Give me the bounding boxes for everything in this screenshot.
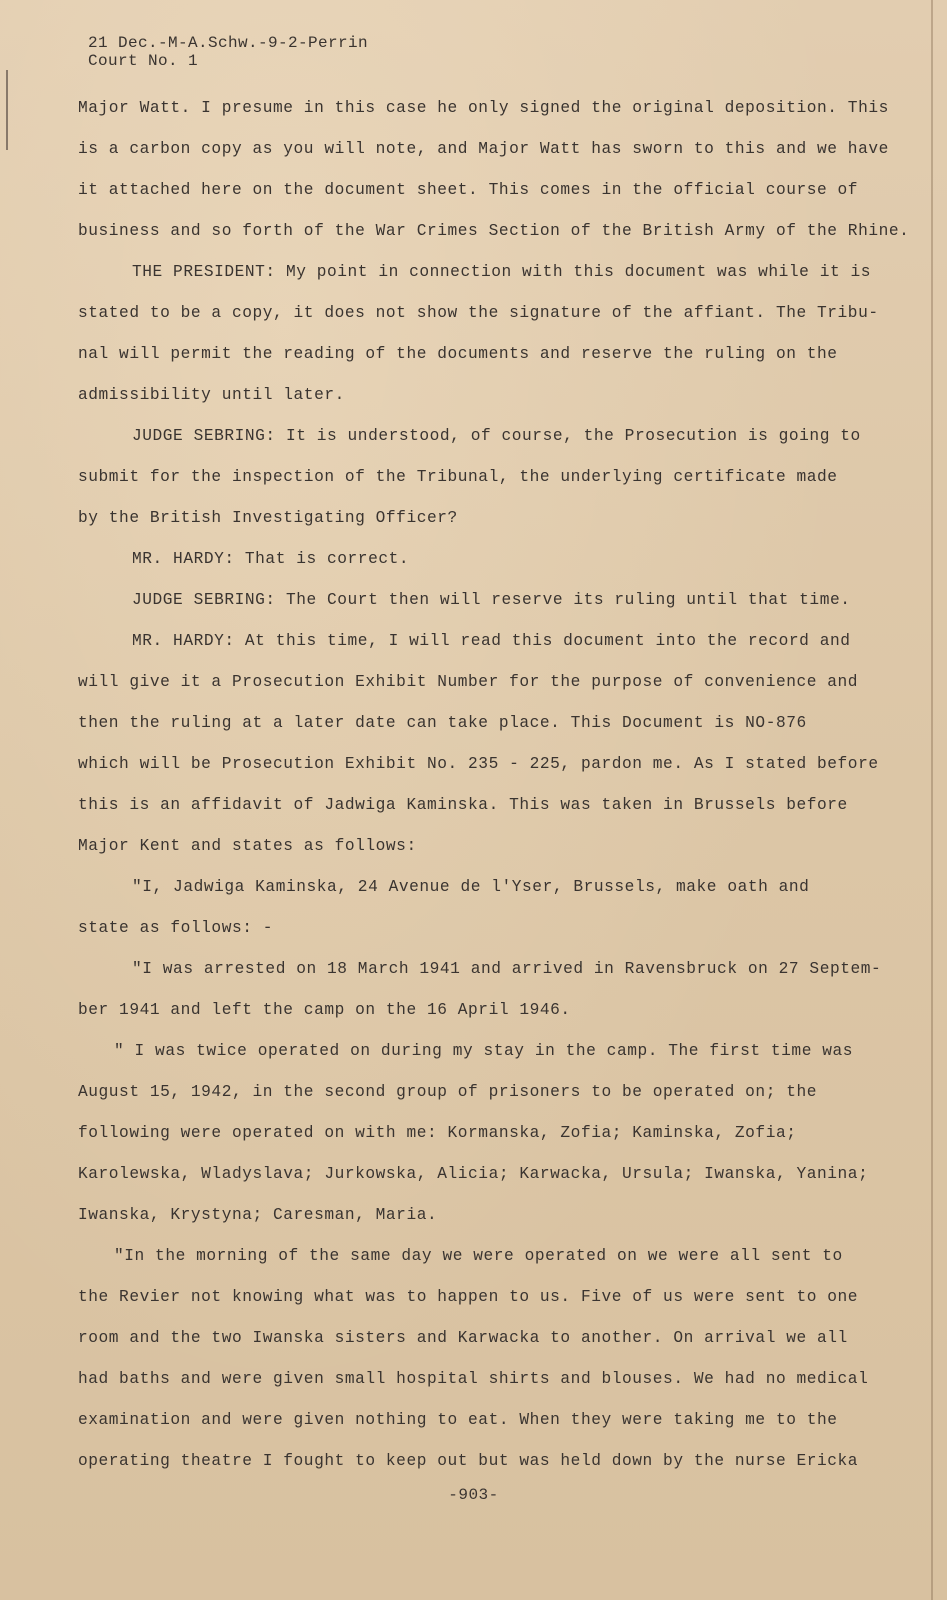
text-line: MR. HARDY: At this time, I will read this document into the record and: [132, 632, 851, 650]
text-line: "I was arrested on 18 March 1941 and arrived in Ravensbruck on 27 Septem-: [132, 960, 882, 978]
text-line: "In the morning of the same day we were operated on we were all sent to: [114, 1247, 843, 1265]
text-line: ber 1941 and left the camp on the 16 April 1946.: [78, 1001, 571, 1019]
text-line: Major Kent and states as follows:: [78, 837, 417, 855]
text-line: business and so forth of the War Crimes Section of the British Army of the Rhine.: [78, 222, 910, 240]
text-line: MR. HARDY: That is correct.: [132, 550, 410, 568]
text-line: submit for the inspection of the Tribunal, the underlying certificate made: [78, 468, 838, 486]
text-line: it attached here on the document sheet. This comes in the official course of: [78, 181, 859, 199]
text-line: is a carbon copy as you will note, and Major Watt has sworn to this and we have: [78, 140, 889, 158]
text-line: stated to be a copy, it does not show the signature of the affiant. The Tribu-: [78, 304, 879, 322]
text-line: will give it a Prosecution Exhibit Number for the purpose of convenience and: [78, 673, 859, 691]
page-header: [88, 34, 368, 70]
text-line: JUDGE SEBRING: The Court then will reserve its ruling until that time.: [132, 591, 851, 609]
text-line: admissibility until later.: [78, 386, 345, 404]
text-line: examination and were given nothing to eat. When they were taking me to the: [78, 1411, 838, 1429]
text-line: August 15, 1942, in the second group of prisoners to be operated on; the: [78, 1083, 818, 1101]
text-line: then the ruling at a later date can take place. This Document is NO-876: [78, 714, 807, 732]
margin-mark: [6, 70, 8, 150]
text-line: " I was twice operated on during my stay in the camp. The first time was: [114, 1042, 854, 1060]
text-line: THE PRESIDENT: My point in connection with this document was while it is: [132, 263, 872, 281]
text-line: operating theatre I fought to keep out but was held down by the nurse Ericka: [78, 1452, 859, 1470]
text-line: which will be Prosecution Exhibit No. 235 - 225, pardon me. As I stated before: [78, 755, 879, 773]
header-reference: 21 Dec.-M-A.Schw.-9-2-Perrin: [88, 34, 369, 52]
text-line: by the British Investigating Officer?: [78, 509, 458, 527]
text-line: the Revier not knowing what was to happen to us. Five of us were sent to one: [78, 1288, 859, 1306]
text-line: JUDGE SEBRING: It is understood, of course, the Prosecution is going to: [132, 427, 861, 445]
text-line: "I, Jadwiga Kaminska, 24 Avenue de l'Yser, Brussels, make oath and: [132, 878, 810, 896]
text-line: had baths and were given small hospital shirts and blouses. We had no medical: [78, 1370, 869, 1388]
text-line: state as follows: -: [78, 919, 274, 937]
page-edge: [931, 0, 933, 1600]
text-line: nal will permit the reading of the documents and reserve the ruling on the: [78, 345, 838, 363]
transcript-body: [78, 97, 910, 1491]
text-line: Iwanska, Krystyna; Caresman, Maria.: [78, 1206, 438, 1224]
text-line: this is an affidavit of Jadwiga Kaminska. This was taken in Brussels before: [78, 796, 848, 814]
text-line: Karolewska, Wladyslava; Jurkowska, Alicia; Karwacka, Ursula; Iwanska, Yanina;: [78, 1165, 869, 1183]
text-line: room and the two Iwanska sisters and Karwacka to another. On arrival we all: [78, 1329, 848, 1347]
header-court: Court No. 1: [88, 52, 199, 70]
page-number: -903-: [448, 1486, 499, 1504]
text-line: Major Watt. I presume in this case he only signed the original deposition. This: [78, 99, 889, 117]
text-line: following were operated on with me: Kormanska, Zofia; Kaminska, Zofia;: [78, 1124, 797, 1142]
